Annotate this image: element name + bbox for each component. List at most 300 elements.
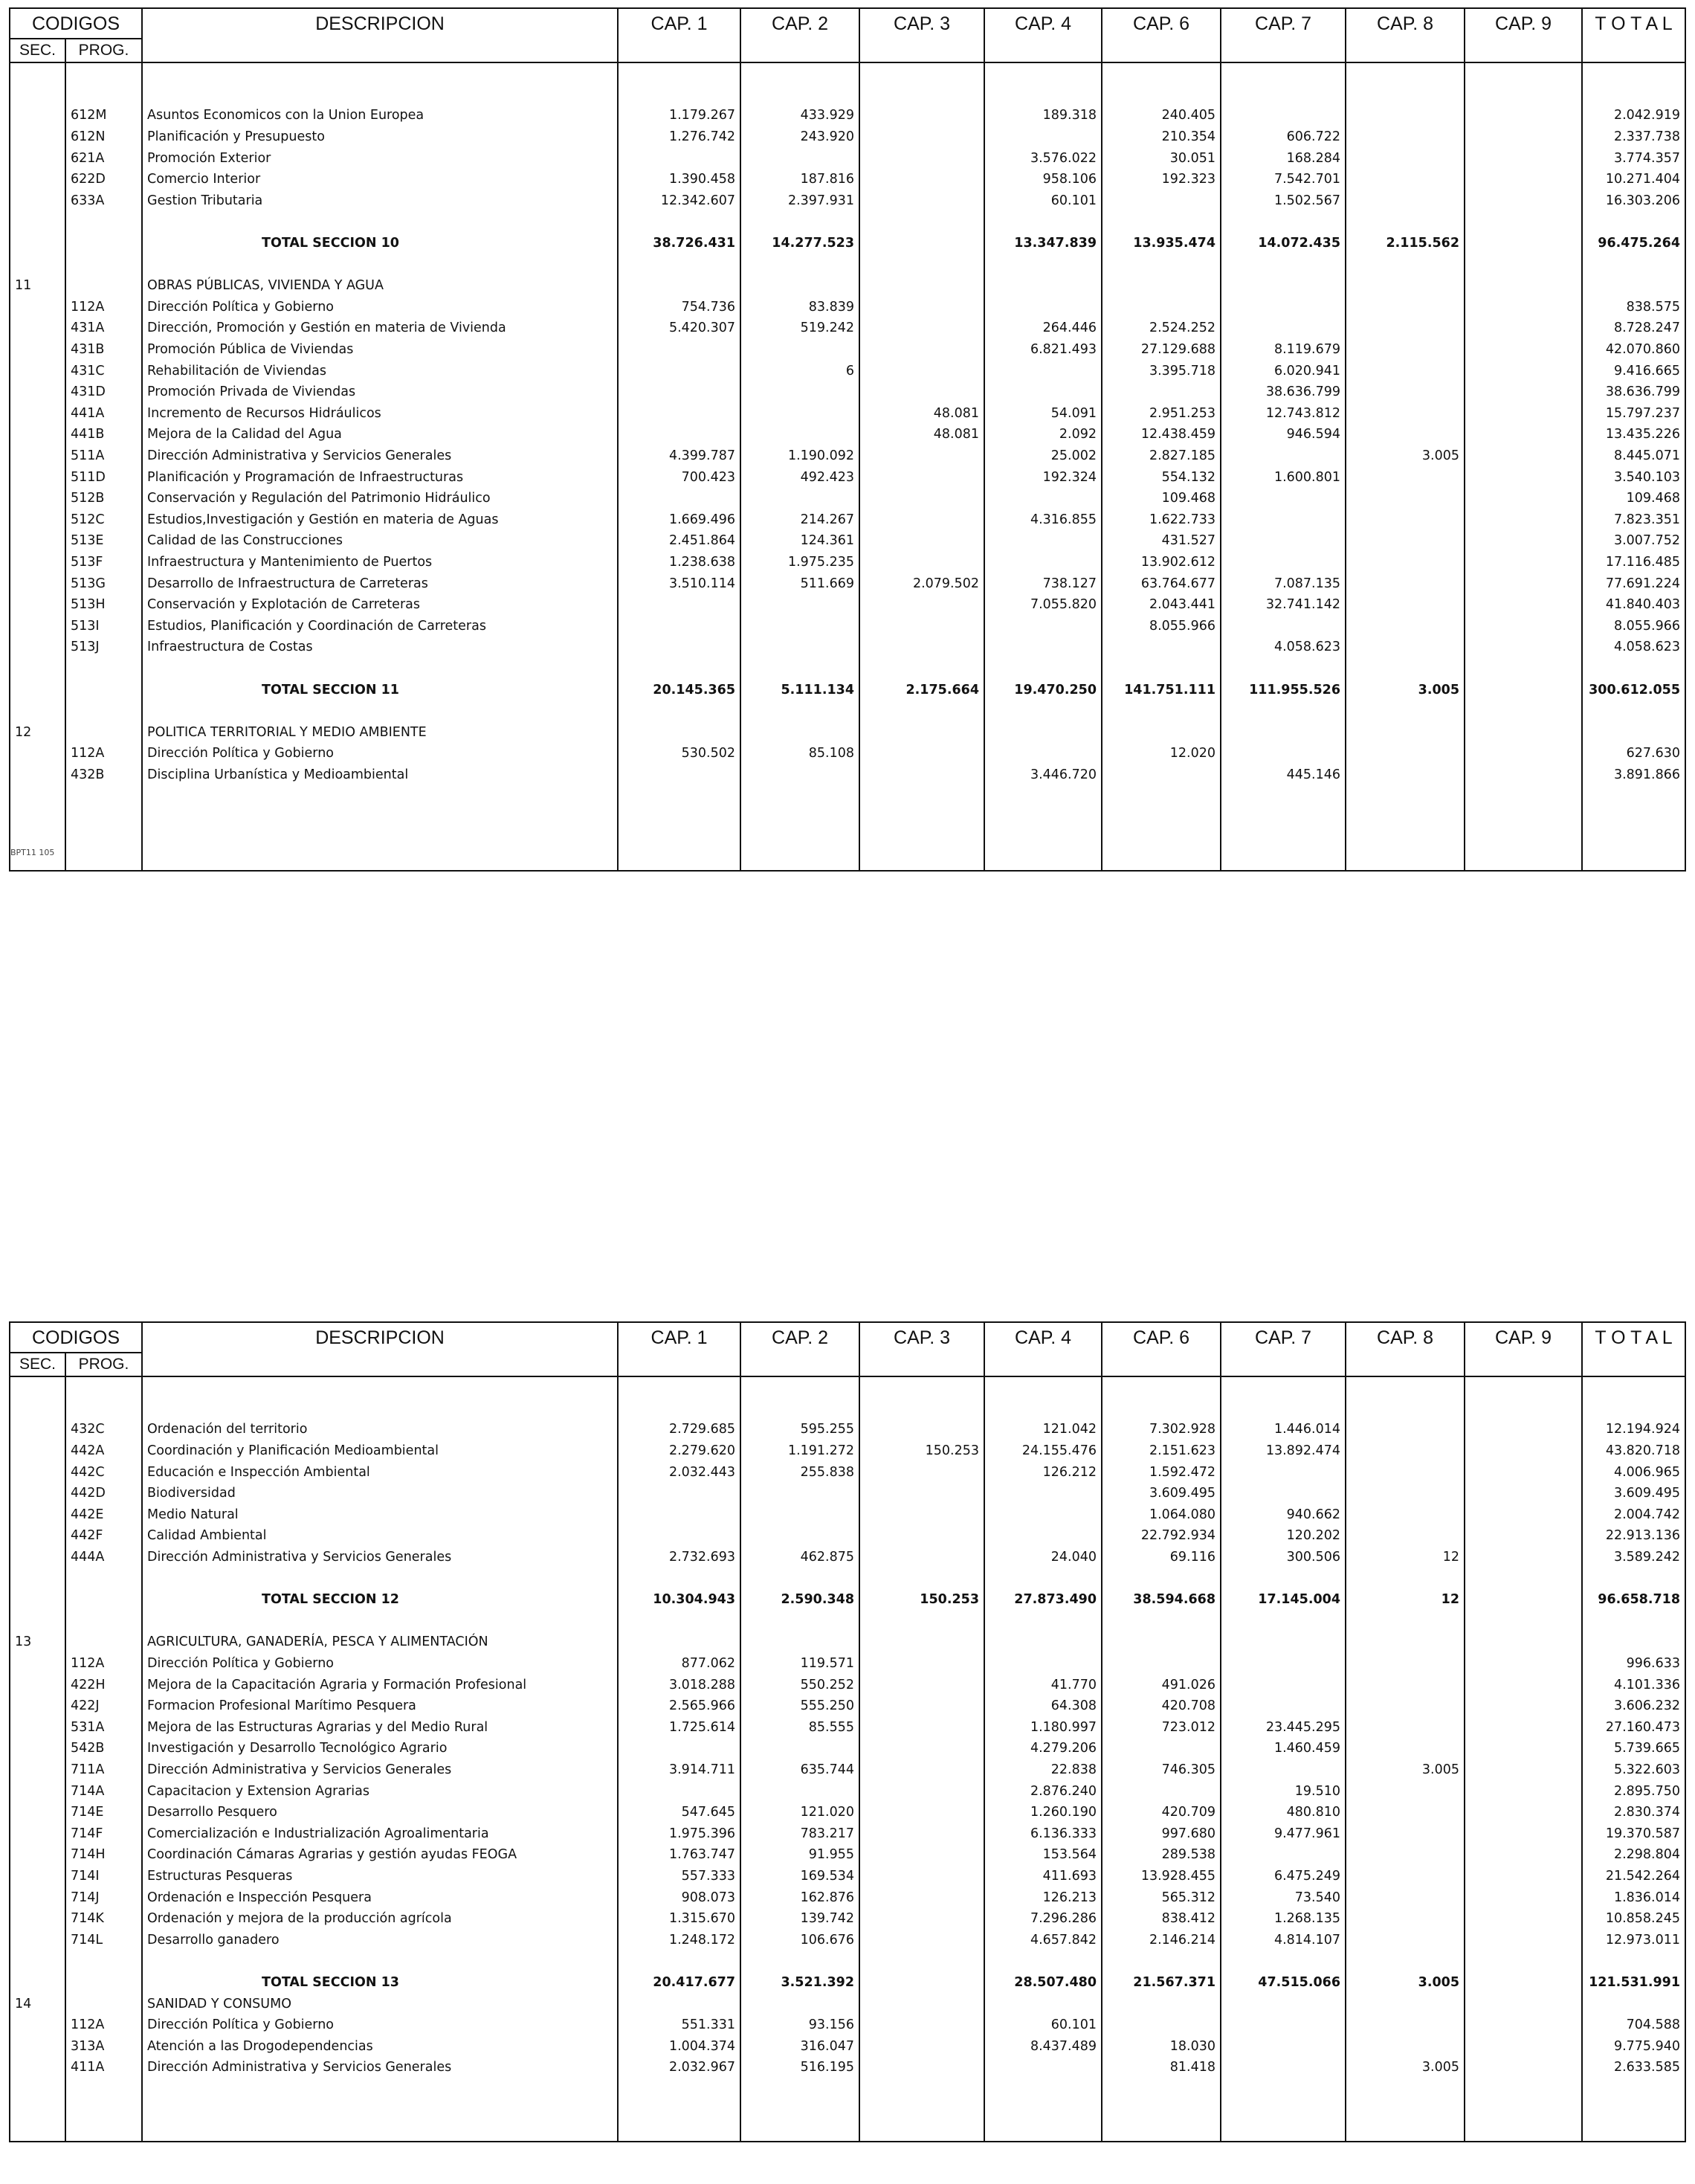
cap1-cell: 551.331	[618, 2014, 740, 2036]
sec-cell	[10, 2121, 65, 2142]
cap1-cell: 3.018.288	[618, 1674, 740, 1695]
total-cell: 2.298.804	[1582, 1844, 1685, 1866]
cap8-cell	[1346, 1993, 1465, 2014]
cap2-cell: 1.190.092	[740, 445, 859, 467]
cap7-cell: 1.460.459	[1221, 1738, 1346, 1759]
cap6-cell: 746.305	[1102, 1759, 1221, 1781]
cap8-cell: 3.005	[1346, 445, 1465, 467]
sec-cell	[10, 679, 65, 700]
prog-cell: 411A	[65, 2057, 142, 2078]
total-cell: 2.895.750	[1582, 1780, 1685, 1802]
cap9-cell	[1465, 466, 1582, 488]
cap4-header: CAP. 4	[984, 8, 1102, 62]
cap8-cell	[1346, 1525, 1465, 1547]
cap4-cell: 60.101	[984, 190, 1102, 212]
table-row	[10, 339, 1685, 361]
sec-cell	[10, 211, 65, 233]
spacer-row	[10, 84, 1685, 106]
spacer-row	[10, 1376, 1685, 1398]
cap6-cell	[1102, 1738, 1221, 1759]
cap3-cell	[859, 1951, 984, 1972]
table-row	[10, 509, 1685, 530]
cap6-cell: 18.030	[1102, 2035, 1221, 2057]
cap9-cell	[1465, 318, 1582, 339]
cap3-cell	[859, 1504, 984, 1526]
table-row	[10, 318, 1685, 339]
cap1-cell	[618, 700, 740, 722]
cap4-cell: 126.213	[984, 1887, 1102, 1908]
cap2-cell	[740, 1376, 859, 1398]
total-cell	[1582, 254, 1685, 275]
prog-cell: 612M	[65, 105, 142, 126]
cap2-cell: 85.108	[740, 743, 859, 764]
cap1-cell: 1.975.396	[618, 1823, 740, 1844]
table-row	[10, 552, 1685, 573]
cap8-cell	[1346, 211, 1465, 233]
total-header: T O T A L	[1582, 8, 1685, 62]
cap4-cell: 7.296.286	[984, 1908, 1102, 1930]
total-cell: 3.589.242	[1582, 1547, 1685, 1568]
cap2-header: CAP. 2	[740, 1322, 859, 1376]
cap9-cell	[1465, 1972, 1582, 1994]
cap9-cell	[1465, 1631, 1582, 1653]
sec-cell	[10, 1547, 65, 1568]
cap7-cell: 73.540	[1221, 1887, 1346, 1908]
cap4-cell: 411.693	[984, 1866, 1102, 1887]
total-cell	[1582, 62, 1685, 84]
cap7-cell: 445.146	[1221, 764, 1346, 786]
cap3-cell	[859, 360, 984, 381]
description-cell: Promoción Exterior	[142, 147, 618, 169]
sec-cell	[10, 2078, 65, 2100]
table-row	[10, 1504, 1685, 1526]
total-cell: 8.445.071	[1582, 445, 1685, 467]
cap6-cell	[1102, 62, 1221, 84]
cap6-cell: 2.827.185	[1102, 445, 1221, 467]
cap2-cell: 162.876	[740, 1887, 859, 1908]
cap8-cell	[1346, 1461, 1465, 1483]
cap1-cell: 4.399.787	[618, 445, 740, 467]
cap8-cell	[1346, 318, 1465, 339]
cap4-cell	[984, 785, 1102, 807]
total-cell	[1582, 828, 1685, 849]
cap8-cell	[1346, 1929, 1465, 1951]
cap6-cell: 1.622.733	[1102, 509, 1221, 530]
cap4-cell: 3.446.720	[984, 764, 1102, 786]
sec-cell	[10, 1674, 65, 1695]
cap9-cell	[1465, 1717, 1582, 1739]
description-cell: TOTAL SECCION 10	[142, 233, 618, 254]
total-row	[10, 1589, 1685, 1611]
cap1-cell: 1.315.670	[618, 1908, 740, 1930]
total-cell: 17.116.485	[1582, 552, 1685, 573]
prog-cell: 422H	[65, 1674, 142, 1695]
cap7-cell	[1221, 1993, 1346, 2014]
cap3-cell: 2.079.502	[859, 573, 984, 594]
cap2-cell: 2.397.931	[740, 190, 859, 212]
table-row	[10, 1525, 1685, 1547]
cap3-cell	[859, 1631, 984, 1653]
sec-cell	[10, 1461, 65, 1483]
cap8-cell	[1346, 1738, 1465, 1759]
cap6-cell: 13.928.455	[1102, 1866, 1221, 1887]
cap2-cell	[740, 849, 859, 871]
description-cell: Dirección Política y Gobierno	[142, 2014, 618, 2036]
cap3-cell: 48.081	[859, 424, 984, 445]
total-cell: 15.797.237	[1582, 403, 1685, 425]
cap7-cell: 1.600.801	[1221, 466, 1346, 488]
prog-cell: 511D	[65, 466, 142, 488]
total-cell: 704.588	[1582, 2014, 1685, 2036]
cap4-cell	[984, 1504, 1102, 1526]
cap9-cell	[1465, 743, 1582, 764]
cap7-cell	[1221, 445, 1346, 467]
total-cell: 7.823.351	[1582, 509, 1685, 530]
cap6-cell: 420.709	[1102, 1802, 1221, 1823]
prog-header: PROG.	[65, 39, 142, 62]
total-cell: 300.612.055	[1582, 679, 1685, 700]
cap3-cell	[859, 721, 984, 743]
cap1-cell	[618, 1525, 740, 1547]
cap1-cell: 2.565.966	[618, 1695, 740, 1717]
cap8-cell	[1346, 339, 1465, 361]
cap9-cell	[1465, 1780, 1582, 1802]
description-cell: Medio Natural	[142, 1504, 618, 1526]
cap8-cell: 3.005	[1346, 1759, 1465, 1781]
table-row	[10, 530, 1685, 552]
spacer-row	[10, 2099, 1685, 2121]
cap2-cell	[740, 2078, 859, 2100]
cap7-cell: 6.475.249	[1221, 1866, 1346, 1887]
cap9-cell	[1465, 381, 1582, 403]
description-cell	[142, 2078, 618, 2100]
table-row	[10, 1547, 1685, 1568]
cap8-cell	[1346, 1653, 1465, 1675]
description-cell: Capacitacion y Extension Agrarias	[142, 1780, 618, 1802]
cap3-cell	[859, 1568, 984, 1589]
total-cell	[1582, 807, 1685, 828]
cap9-cell	[1465, 1908, 1582, 1930]
cap6-cell	[1102, 849, 1221, 871]
cap6-cell	[1102, 1611, 1221, 1632]
total-cell	[1582, 275, 1685, 297]
cap7-cell	[1221, 552, 1346, 573]
cap8-cell	[1346, 1695, 1465, 1717]
cap7-cell: 300.506	[1221, 1547, 1346, 1568]
sec-cell	[10, 381, 65, 403]
prog-cell: 442F	[65, 1525, 142, 1547]
section-row	[10, 275, 1685, 297]
cap4-cell: 192.324	[984, 466, 1102, 488]
cap8-cell	[1346, 126, 1465, 148]
prog-cell: 512B	[65, 488, 142, 509]
total-cell: 13.435.226	[1582, 424, 1685, 445]
cap6-cell: 420.708	[1102, 1695, 1221, 1717]
table-row	[10, 1674, 1685, 1695]
prog-cell: 431C	[65, 360, 142, 381]
cap3-cell	[859, 254, 984, 275]
description-cell: Atención a las Drogodependencias	[142, 2035, 618, 2057]
cap7-cell	[1221, 721, 1346, 743]
cap3-cell	[859, 1887, 984, 1908]
cap7-cell	[1221, 658, 1346, 680]
total-cell	[1582, 658, 1685, 680]
cap7-cell: 4.058.623	[1221, 637, 1346, 658]
total-cell: 96.475.264	[1582, 233, 1685, 254]
cap8-cell	[1346, 828, 1465, 849]
cap8-cell	[1346, 169, 1465, 190]
total-cell: 2.004.742	[1582, 1504, 1685, 1526]
cap3-cell	[859, 1674, 984, 1695]
cap4-cell	[984, 275, 1102, 297]
cap9-cell	[1465, 1674, 1582, 1695]
sec-cell	[10, 807, 65, 828]
cap1-cell: 2.451.864	[618, 530, 740, 552]
cap3-cell	[859, 1823, 984, 1844]
cap2-cell: 121.020	[740, 1802, 859, 1823]
cap3-cell	[859, 1908, 984, 1930]
cap1-cell	[618, 62, 740, 84]
table-row	[10, 424, 1685, 445]
description-cell: AGRICULTURA, GANADERÍA, PESCA Y ALIMENTACIÓN	[142, 1631, 618, 1653]
cap8-cell	[1346, 509, 1465, 530]
cap7-cell	[1221, 297, 1346, 318]
cap1-cell	[618, 637, 740, 658]
table-row	[10, 1653, 1685, 1675]
cap2-cell	[740, 1993, 859, 2014]
cap1-cell	[618, 381, 740, 403]
cap4-cell	[984, 828, 1102, 849]
prog-cell: 444A	[65, 1547, 142, 1568]
cap7-cell: 13.892.474	[1221, 1440, 1346, 1462]
cap3-cell	[859, 1844, 984, 1866]
cap4-cell	[984, 637, 1102, 658]
description-cell: Mejora de las Estructuras Agrarias y del Medio Rural	[142, 1717, 618, 1739]
cap2-cell	[740, 1611, 859, 1632]
cap9-cell	[1465, 275, 1582, 297]
cap7-cell	[1221, 488, 1346, 509]
cap9-cell	[1465, 849, 1582, 871]
sec-cell	[10, 764, 65, 786]
cap8-cell	[1346, 1440, 1465, 1462]
cap7-cell	[1221, 1611, 1346, 1632]
prog-cell: 432C	[65, 1419, 142, 1440]
cap4-cell	[984, 2099, 1102, 2121]
cap9-cell	[1465, 1866, 1582, 1887]
cap2-cell	[740, 424, 859, 445]
description-cell	[142, 1568, 618, 1589]
prog-cell	[65, 785, 142, 807]
description-cell	[142, 1398, 618, 1420]
total-cell: 2.042.919	[1582, 105, 1685, 126]
total-cell: 77.691.224	[1582, 573, 1685, 594]
prog-cell: 714E	[65, 1802, 142, 1823]
table-row	[10, 1440, 1685, 1462]
cap8-header: CAP. 8	[1346, 1322, 1465, 1376]
prog-cell	[65, 1951, 142, 1972]
cap1-header: CAP. 1	[618, 8, 740, 62]
cap1-cell	[618, 1780, 740, 1802]
total-cell: 16.303.206	[1582, 190, 1685, 212]
cap8-cell	[1346, 1823, 1465, 1844]
cap8-cell	[1346, 381, 1465, 403]
cap3-cell	[859, 1759, 984, 1781]
cap7-cell	[1221, 2057, 1346, 2078]
cap7-cell	[1221, 1631, 1346, 1653]
cap9-cell	[1465, 509, 1582, 530]
cap8-cell	[1346, 721, 1465, 743]
cap4-cell: 24.155.476	[984, 1440, 1102, 1462]
total-cell	[1582, 84, 1685, 106]
total-cell: 8.728.247	[1582, 318, 1685, 339]
cap1-cell: 1.179.267	[618, 105, 740, 126]
total-cell	[1582, 1631, 1685, 1653]
cap1-cell: 2.032.443	[618, 1461, 740, 1483]
sec-cell	[10, 700, 65, 722]
sec-cell	[10, 1866, 65, 1887]
table-row	[10, 1483, 1685, 1504]
table-row	[10, 573, 1685, 594]
cap6-cell: 22.792.934	[1102, 1525, 1221, 1547]
description-cell	[142, 1951, 618, 1972]
cap9-cell	[1465, 403, 1582, 425]
cap8-cell	[1346, 1780, 1465, 1802]
cap7-cell	[1221, 1568, 1346, 1589]
prog-cell: 442C	[65, 1461, 142, 1483]
cap3-cell	[859, 445, 984, 467]
table-row	[10, 190, 1685, 212]
cap6-cell: 2.524.252	[1102, 318, 1221, 339]
cap4-cell: 2.876.240	[984, 1780, 1102, 1802]
cap6-cell: 723.012	[1102, 1717, 1221, 1739]
spacer-row	[10, 658, 1685, 680]
sec-cell	[10, 2014, 65, 2036]
sec-cell	[10, 105, 65, 126]
description-cell: Dirección Política y Gobierno	[142, 1653, 618, 1675]
cap7-cell: 17.145.004	[1221, 1589, 1346, 1611]
cap4-cell	[984, 1483, 1102, 1504]
prog-cell: 714J	[65, 1887, 142, 1908]
cap9-cell	[1465, 1440, 1582, 1462]
cap4-cell	[984, 552, 1102, 573]
cap6-cell	[1102, 828, 1221, 849]
description-cell: Calidad Ambiental	[142, 1525, 618, 1547]
cap9-cell	[1465, 828, 1582, 849]
cap3-cell	[859, 1419, 984, 1440]
prog-cell: 513G	[65, 573, 142, 594]
sec-cell	[10, 318, 65, 339]
sec-cell	[10, 62, 65, 84]
spacer-row	[10, 1398, 1685, 1420]
cap4-cell: 2.092	[984, 424, 1102, 445]
cap9-cell	[1465, 233, 1582, 254]
cap2-cell: 462.875	[740, 1547, 859, 1568]
description-cell: TOTAL SECCION 13	[142, 1972, 618, 1994]
cap3-cell	[859, 339, 984, 361]
cap8-cell	[1346, 1504, 1465, 1526]
total-cell: 4.101.336	[1582, 1674, 1685, 1695]
cap3-cell	[859, 1802, 984, 1823]
cap4-cell	[984, 1525, 1102, 1547]
cap8-cell: 12	[1346, 1547, 1465, 1568]
cap1-cell: 1.763.747	[618, 1844, 740, 1866]
total-cell: 21.542.264	[1582, 1866, 1685, 1887]
cap2-cell: 316.047	[740, 2035, 859, 2057]
prog-cell: 714H	[65, 1844, 142, 1866]
cap1-cell: 547.645	[618, 1802, 740, 1823]
cap4-cell: 27.873.490	[984, 1589, 1102, 1611]
cap8-cell	[1346, 785, 1465, 807]
cap7-cell	[1221, 1674, 1346, 1695]
cap9-cell	[1465, 2035, 1582, 2057]
sec-cell	[10, 1419, 65, 1440]
sec-cell	[10, 1802, 65, 1823]
cap6-cell: 210.354	[1102, 126, 1221, 148]
cap9-cell	[1465, 785, 1582, 807]
total-cell: 109.468	[1582, 488, 1685, 509]
prog-header: PROG.	[65, 1353, 142, 1376]
sec-cell	[10, 1611, 65, 1632]
cap1-cell	[618, 764, 740, 786]
total-cell: 38.636.799	[1582, 381, 1685, 403]
cap2-cell	[740, 2121, 859, 2142]
cap6-cell: 38.594.668	[1102, 1589, 1221, 1611]
cap2-cell	[740, 211, 859, 233]
cap6-cell	[1102, 190, 1221, 212]
cap4-cell: 19.470.250	[984, 679, 1102, 700]
total-cell	[1582, 2078, 1685, 2100]
cap2-cell: 595.255	[740, 1419, 859, 1440]
cap2-cell: 2.590.348	[740, 1589, 859, 1611]
cap1-cell	[618, 2099, 740, 2121]
prog-cell: 431D	[65, 381, 142, 403]
table-body	[10, 62, 1685, 871]
table-row	[10, 147, 1685, 169]
total-cell: 996.633	[1582, 1653, 1685, 1675]
cap3-cell	[859, 84, 984, 106]
cap3-cell	[859, 1993, 984, 2014]
cap1-cell: 3.914.711	[618, 1759, 740, 1781]
cap9-cell	[1465, 637, 1582, 658]
sec-cell	[10, 530, 65, 552]
cap9-cell	[1465, 1738, 1582, 1759]
description-cell: Coordinación Cámaras Agrarias y gestión ayudas FEOGA	[142, 1844, 618, 1866]
cap9-cell	[1465, 721, 1582, 743]
cap8-cell	[1346, 147, 1465, 169]
cap9-header: CAP. 9	[1465, 8, 1582, 62]
cap6-cell	[1102, 2121, 1221, 2142]
description-cell: Desarrollo Pesquero	[142, 1802, 618, 1823]
cap1-cell	[618, 1611, 740, 1632]
total-cell: 3.606.232	[1582, 1695, 1685, 1717]
prog-cell: 112A	[65, 743, 142, 764]
cap1-cell	[618, 403, 740, 425]
total-cell: 3.891.866	[1582, 764, 1685, 786]
sec-header: SEC.	[10, 1353, 65, 1376]
cap9-cell	[1465, 2121, 1582, 2142]
cap6-cell: 431.527	[1102, 530, 1221, 552]
cap3-cell	[859, 169, 984, 190]
prog-cell: 714K	[65, 1908, 142, 1930]
cap1-cell	[618, 1398, 740, 1420]
cap1-cell: 3.510.114	[618, 573, 740, 594]
sec-cell	[10, 233, 65, 254]
sec-cell	[10, 445, 65, 467]
cap9-cell	[1465, 488, 1582, 509]
cap4-cell	[984, 2057, 1102, 2078]
cap1-cell	[618, 1504, 740, 1526]
prog-cell: 513E	[65, 530, 142, 552]
